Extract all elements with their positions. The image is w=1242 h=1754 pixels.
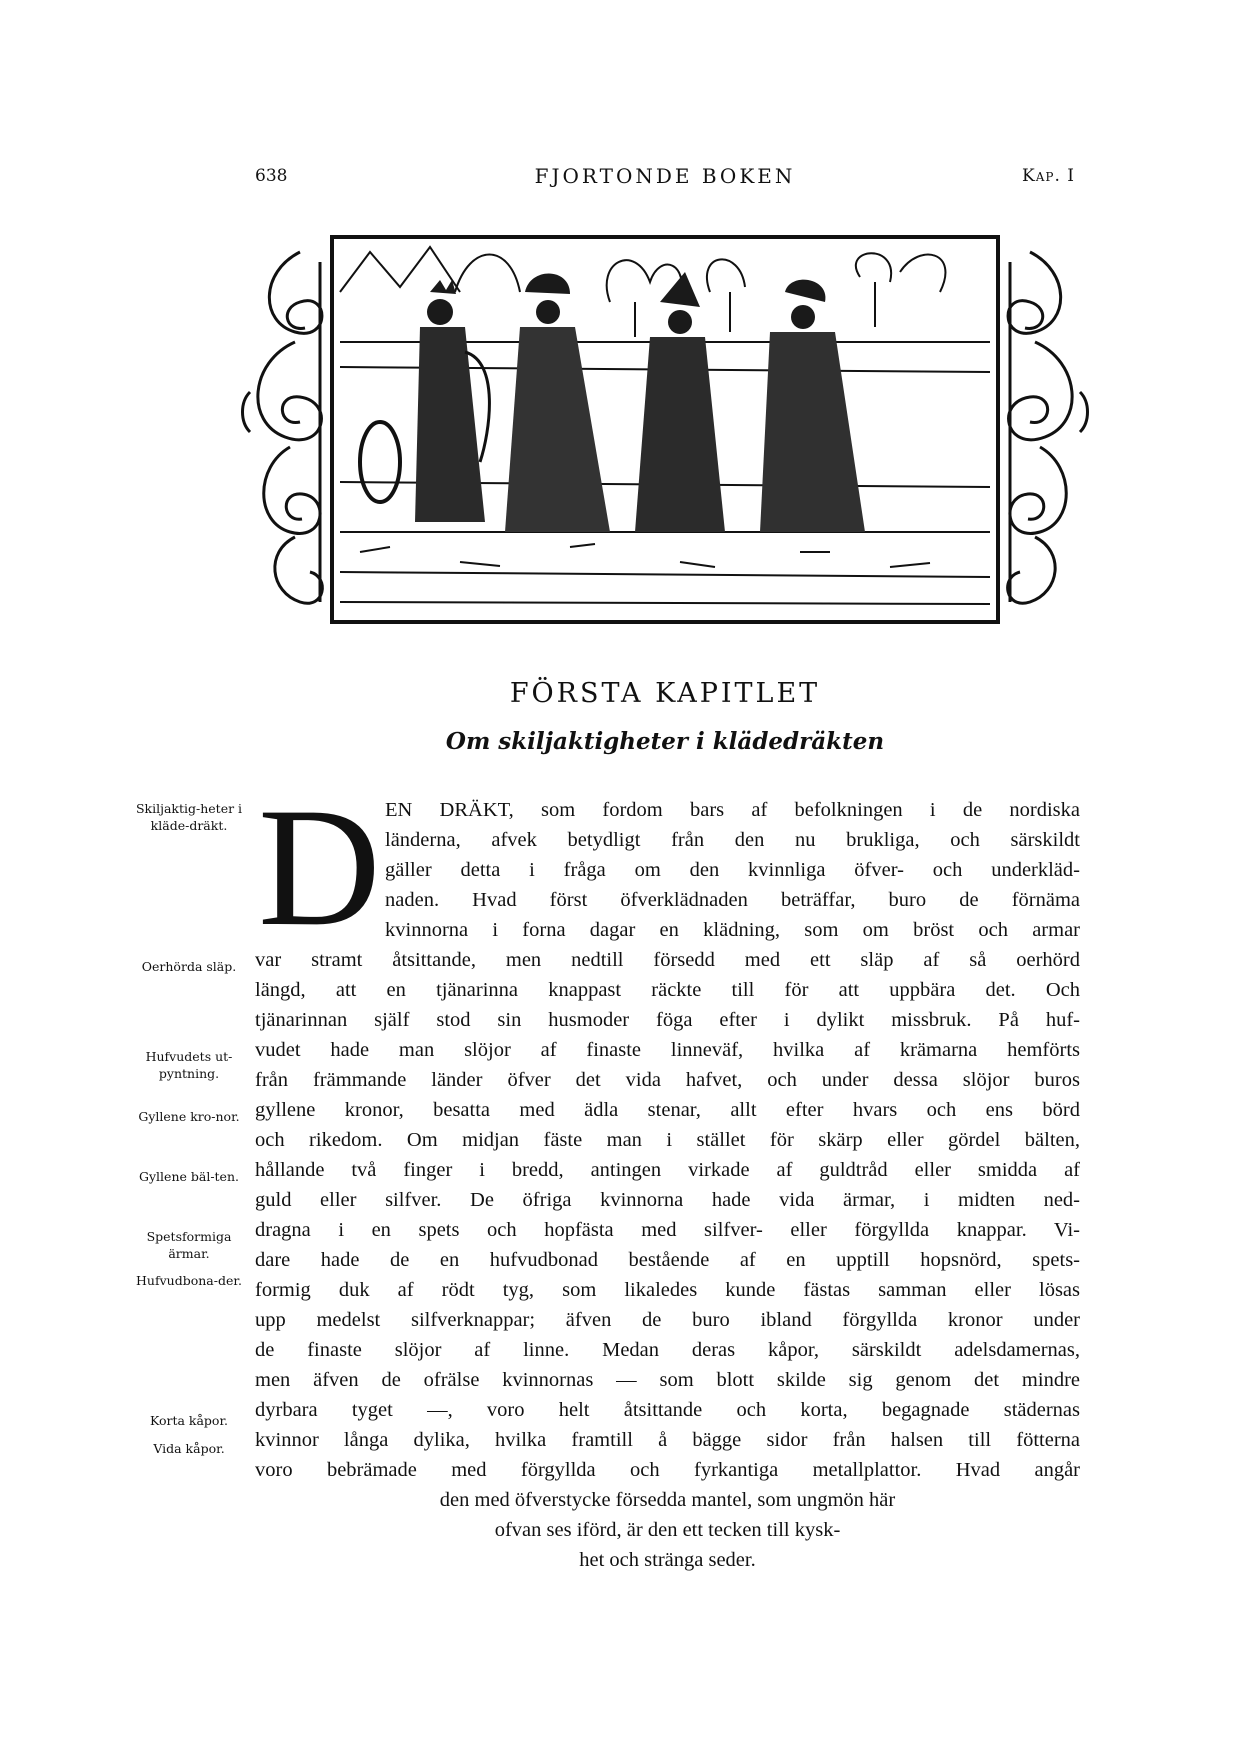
chapter-reference: Kap. I: [1022, 166, 1075, 186]
text-line: länderna, afvek betydligt från den nu brukliga, och särskildt: [385, 829, 1080, 851]
text-line: kvinnor långa dylika, hvilka framtill å bägge sidor från halsen till fötterna: [255, 1429, 1080, 1451]
text-line: voro bebrämade med förgyllda och fyrkantiga metallplattor. Hvad angår: [255, 1459, 1080, 1481]
text-line: naden. Hvad först öfverklädnaden beträffar, buro de förnäma: [385, 889, 1080, 911]
margin-note: Hufvudets ut-pyntning.: [145, 1049, 233, 1081]
margin-note: Oerhörda släp.: [141, 959, 237, 974]
text-line: dragna i en spets och hopfästa med silfver- eller förgyllda knappar. Vi-: [255, 1219, 1080, 1241]
text-line: men äfven de ofrälse kvinnornas — som blott skilde sig genom det mindre: [255, 1369, 1080, 1391]
text-line: dyrbara tyget —, voro helt åtsittande och korta, begagnade städernas: [255, 1399, 1080, 1421]
text-line: dare hade de en hufvudbonad bestående af en upptill hopsnörd, spets-: [255, 1249, 1080, 1271]
running-title: FJORTONDE BOKEN: [534, 164, 796, 188]
text-line: guld eller silfver. De öfriga kvinnorna hade vida ärmar, i midten ned-: [255, 1189, 1080, 1211]
page-header: [255, 160, 1075, 190]
text-line: var stramt åtsittande, men nedtill försedd med ett släp af så oerhörd: [255, 949, 1080, 971]
text-line: längd, att en tjänarinna knappast räckte till för att uppbära det. Och: [255, 979, 1080, 1001]
chapter-title: FÖRSTA KAPITLET: [509, 678, 821, 709]
text-line: het och stränga seder.: [579, 1549, 756, 1571]
text-line: den med öfverstycke försedda mantel, som ungmön här: [439, 1489, 896, 1511]
text-line: kvinnorna i forna dagar en klädning, som om bröst och armar: [385, 919, 1080, 941]
margin-note: Hufvudbona-der.: [136, 1273, 242, 1288]
text-line: EN DRÄKT, som fordom bars af befolkningen i de nordiska: [385, 799, 1080, 821]
text-line: ofvan ses iförd, är den ett tecken till kysk-: [494, 1519, 841, 1541]
text-line: de finaste slöjor af linne. Medan deras kåpor, särskildt adelsdamernas,: [255, 1339, 1080, 1361]
text-line: hållande två finger i bredd, antingen virkade af guldtråd eller smidda af: [255, 1159, 1080, 1181]
chapter-subtitle: Om skiljaktigheter i klädedräkten: [445, 728, 885, 755]
text-line: upp medelst silfverknappar; äfven de buro ibland förgyllda kronor under: [255, 1309, 1080, 1331]
margin-note: Gyllene bäl-ten.: [139, 1169, 239, 1184]
margin-note: Skiljaktig-heter i kläde-dräkt.: [135, 801, 243, 833]
margin-note: Spetsformiga ärmar.: [146, 1229, 232, 1261]
text-line: gäller detta i fråga om den kvinnliga öfver- och underkläd-: [385, 859, 1080, 881]
text-line: tjänarinnan själf stod sin husmoder föga efter i dylikt missbruk. På huf-: [255, 1009, 1080, 1031]
text-line: formig duk af rödt tyg, som likaledes kunde fästas samman eller lösas: [255, 1279, 1080, 1301]
drop-cap: D: [258, 773, 381, 961]
text-line: gyllene kronor, besatta med ädla stenar, allt efter hvars och ens börd: [255, 1099, 1080, 1121]
text-line: och rikedom. Om midjan fäste man i stället för skärp eller gördel bälten,: [255, 1129, 1080, 1151]
page-number: 638: [255, 166, 288, 186]
margin-note: Korta kåpor.: [149, 1413, 229, 1428]
woodcut-illustration-icon: [240, 232, 1090, 632]
text-line: från främmande länder öfver det vida hafvet, och under dessa slöjor buros: [255, 1069, 1080, 1091]
text-line: vudet hade man slöjor af finaste linneväf, hvilka af krämarna hemförts: [255, 1039, 1080, 1061]
margin-note: Gyllene kro-nor.: [138, 1109, 240, 1124]
margin-note: Vida kåpor.: [153, 1441, 225, 1456]
